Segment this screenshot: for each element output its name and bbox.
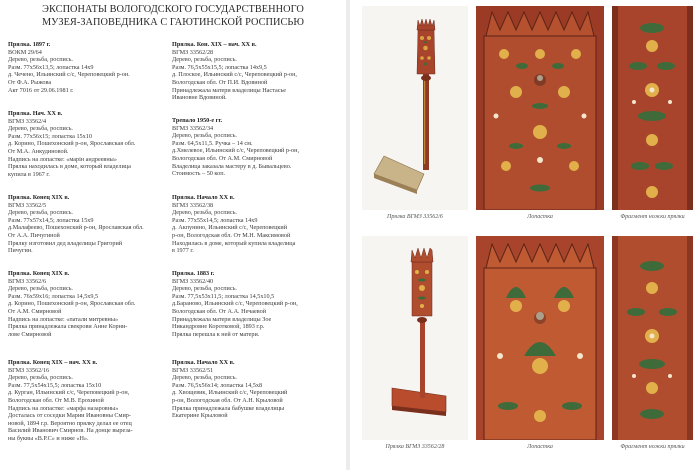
catalog-entry — [172, 117, 334, 178]
leg-fragment-image — [612, 6, 693, 210]
entry-heading: Прялка. Кон. XIX – нач. XX в. — [172, 41, 257, 48]
entry-line: Стоимость – 50 коп. — [172, 170, 226, 178]
entry-heading: Трепало 1950-е гг. — [172, 117, 223, 124]
spinning-wheel-photo — [362, 6, 468, 210]
entry-line: Находилась в доме, который купила владелица — [172, 239, 296, 247]
entry-line: Разм. 77,5х54х15,5; лопастка 15х10 — [8, 381, 102, 389]
photo-caption: Фрагмент ножки прялки — [620, 214, 685, 220]
entry-line: Дерево, резьба, роспись. — [8, 56, 73, 64]
entry-line: ВГМЗ 33562/38 — [172, 201, 214, 209]
blade-image — [476, 6, 604, 210]
entry-line: д. Плоское, Ильинский с/с, Череповецкий р-он, — [172, 71, 297, 79]
entry-line: Пичугин. — [8, 247, 33, 255]
entry-line: Вологодская обл. От А.А. Нечаевой — [172, 307, 267, 315]
book-gutter — [346, 0, 350, 470]
entry-heading: Прялка. Конец XIX в. — [8, 270, 70, 277]
entry-line: ВГМЗ 33562/6 — [8, 277, 47, 285]
entry-line: Дерево, резьба, роспись. — [8, 374, 73, 382]
entry-line: купила в 1967 г. — [8, 170, 50, 178]
page-title-line2: МУЗЕЯ-ЗАПОВЕДНИКА С ГАЮТИНСКОЙ РОСПИСЬЮ — [41, 16, 305, 28]
entry-line: Досталась от соседки Марии Ивановны Смир- — [8, 412, 131, 420]
entry-heading: Прялка. Конец XIX – нач. XX в. — [8, 359, 98, 366]
entry-line: Вологодская обл. От М.В. Ерохиной — [8, 396, 104, 404]
entry-heading: Прялка. Начало XX в. — [172, 359, 235, 366]
entry-line: От А.М. Смирновой — [8, 307, 62, 315]
entry-line: Прялка принадлежала бабушке владелицы — [172, 404, 285, 412]
entry-line: в 1977 г. — [172, 247, 194, 255]
entry-line: р-он, Вологодская обл. От А.Н. Крыловой — [172, 396, 283, 404]
catalog-entry — [172, 359, 334, 420]
spinning-wheel-image — [362, 236, 468, 440]
entry-line: Разм. 77х56х15; лопастка 15х10 — [8, 132, 92, 140]
catalog-entry — [8, 41, 170, 94]
spinning-wheel-image — [362, 6, 468, 210]
entry-line: Надпись на лопастке: «патали митревны» — [8, 315, 119, 323]
entry-heading: Прялка. Нач. XX в. — [8, 110, 63, 117]
entry-line: Принадлежала матери владелицы Настасье — [172, 86, 287, 94]
entry-line: д. Акпунино, Ильинский с/с, Череповецкий — [172, 224, 288, 232]
entry-line: Прялку изготовил дед владелицы Григорий — [8, 239, 123, 247]
entry-line: ВГМЗ 33562/40 — [172, 277, 214, 285]
entry-line: р-он, Вологодская обл. От М.Н. Максимовой — [172, 231, 291, 239]
entry-line: Василий Иванович Смирнов. На донце выреза- — [8, 427, 133, 435]
entry-heading: Прялка. Конец XIX в. — [8, 194, 70, 201]
entry-line: От М.А. Анкудиновой. — [8, 147, 69, 155]
entry-line: Дерево, резьба, роспись. — [8, 285, 73, 293]
leg-fragment-photo — [612, 6, 693, 210]
entry-line: Владелица заказала мастеру в д. Бывальцево. — [172, 162, 292, 170]
entry-line: От Ф.А. Рыжова — [8, 78, 52, 86]
entry-line: Разм. 77х55х14,5; лопастка 14х9 — [172, 216, 258, 224]
entry-heading: Прялка. 1883 г. — [172, 270, 215, 277]
photo-caption: Фрагмент ножки прялки — [620, 444, 685, 450]
entry-line: д.Малафеево, Пошехонский р-он, Ярославская обл. — [8, 224, 144, 232]
entry-line: ВГМЗ 33562/28 — [172, 48, 214, 56]
entry-line: Дерево, резьба, роспись. — [172, 374, 237, 382]
entry-line: Разм. 64,5х11,5. Ручка – 14 см. — [172, 139, 253, 147]
entry-line: д. Чечено, Ильинский с/с, Череповецкий р-он. — [8, 71, 130, 79]
catalog-entry — [172, 194, 334, 255]
entry-line: Разм. 77х57х14,5; лопастка 15х9 — [8, 216, 94, 224]
entry-line: Разм. 76,5х55х15,5; лопастка 14х9,5 — [172, 63, 267, 71]
entry-line: Прялка принадлежала свекрови Анне Корни- — [8, 323, 128, 331]
entry-line: ВГМЗ 33562/16 — [8, 366, 50, 374]
entry-line: Дерево, резьба, роспись. — [172, 285, 237, 293]
entry-heading: Прялка. 1897 г. — [8, 41, 51, 48]
entry-line: Надпись на лопастке: «марiн андреевны» — [8, 155, 117, 163]
catalog-entry — [8, 270, 170, 338]
entry-line: Дерево, резьба, роспись. — [8, 125, 73, 133]
spinning-wheel-photo — [362, 236, 468, 440]
entry-line: Вологодская обл. От П.И. Вдовиной — [172, 78, 268, 86]
entry-line: От А.А. Пичугиной — [8, 231, 60, 239]
catalog-entry — [172, 41, 334, 102]
page-title — [0, 4, 346, 29]
entry-line: Разм. 77х56х13,5; лопастка 14х9 — [8, 63, 94, 71]
entry-line: Дерево, резьба, роспись. — [172, 209, 237, 217]
catalog-entry — [8, 359, 170, 443]
entry-line: д. Хвощевик, Ильинский с/с, Череповецкий — [172, 389, 288, 397]
entry-line: ВГМЗ 33562/5 — [8, 201, 47, 209]
entry-line: Прялка находилась в доме, который владелица — [8, 163, 131, 171]
entry-line: Принадлежала матери владелицы Зое — [172, 315, 272, 323]
entry-line: Дерево, резьба, роспись. — [172, 132, 237, 140]
leg-fragment-photo — [612, 236, 693, 440]
blade-photo — [476, 236, 604, 440]
catalog-entry — [8, 110, 170, 178]
entry-line: д. Курган, Ильинский с/с, Череповецкий р-он, — [8, 389, 130, 397]
entry-line: Акт 7016 от 29.06.1981 г. — [8, 86, 74, 94]
entry-line: Разм. 76х59х16; лопастка 14,5х9,5 — [8, 292, 99, 300]
leg-fragment-image — [612, 236, 693, 440]
entry-line: д. Корино, Пошехонский р-он, Ярославская обл. — [8, 300, 136, 308]
entry-line: д.Хмелевое, Ильинский с/с, Череповецкий р-он, — [172, 147, 300, 155]
entry-line: ВГМЗ 33562/4 — [8, 117, 47, 125]
page-title-line1: ЭКСПОНАТЫ ВОЛОГОДСКОГО ГОСУДАРСТВЕННОГО — [42, 4, 304, 15]
entry-line: Дерево, резьба, роспись. — [172, 56, 237, 64]
photo-caption: Прялка ВГМЗ 33562/6 — [387, 214, 443, 220]
entry-line: ВГМЗ 33562/51 — [172, 366, 214, 374]
photo-caption: Лопастка — [527, 214, 553, 220]
entry-line: ВГМЗ 33562/34 — [172, 124, 214, 132]
blade-photo — [476, 6, 604, 210]
entry-line: д.Бараново, Ильинский с/с, Череповецкий р-он, — [172, 300, 298, 308]
entry-line: Разм. 76,5х56х14; лопастка 14,5х8 — [172, 381, 263, 389]
blade-image — [476, 236, 604, 440]
entry-line: Прялка перешла к ней от матери. — [172, 330, 260, 338]
catalog-entry — [172, 270, 334, 338]
entry-line: Разм. 77,5х53х11,5; лопастка 14,5х10,5 — [172, 292, 275, 300]
photo-caption: Прялка ВГМЗ 33562/28 — [385, 444, 445, 450]
entry-line: новой, 1894 г.р. Вероятно прялку делал ее отец — [8, 419, 132, 427]
entry-line: ны буквы «В.Р.С» и ниже «Н». — [8, 434, 89, 442]
entry-line: Никандровне Коротковой, 1893 г.р. — [172, 323, 265, 331]
entry-line: Ивановне Вдовиной. — [172, 94, 227, 102]
entry-line: Дерево, резьба, роспись. — [8, 209, 73, 217]
entry-line: ВОКМ 29/64 — [8, 48, 42, 56]
entry-line: лове Смирновой — [8, 330, 52, 338]
entry-line: Вологодская обл. От А.М. Смирновой — [172, 154, 273, 162]
catalog-entry — [8, 194, 170, 255]
entry-line: Екатерине Крыловой — [172, 412, 228, 420]
entry-line: д. Корино, Пошехонский р-он, Ярославская обл. — [8, 140, 136, 148]
entry-line: Надпись на лопастке: «марфа назаровны» — [8, 404, 119, 412]
entry-heading: Прялка. Начало XX в. — [172, 194, 235, 201]
photo-caption: Лопастка — [527, 444, 553, 450]
